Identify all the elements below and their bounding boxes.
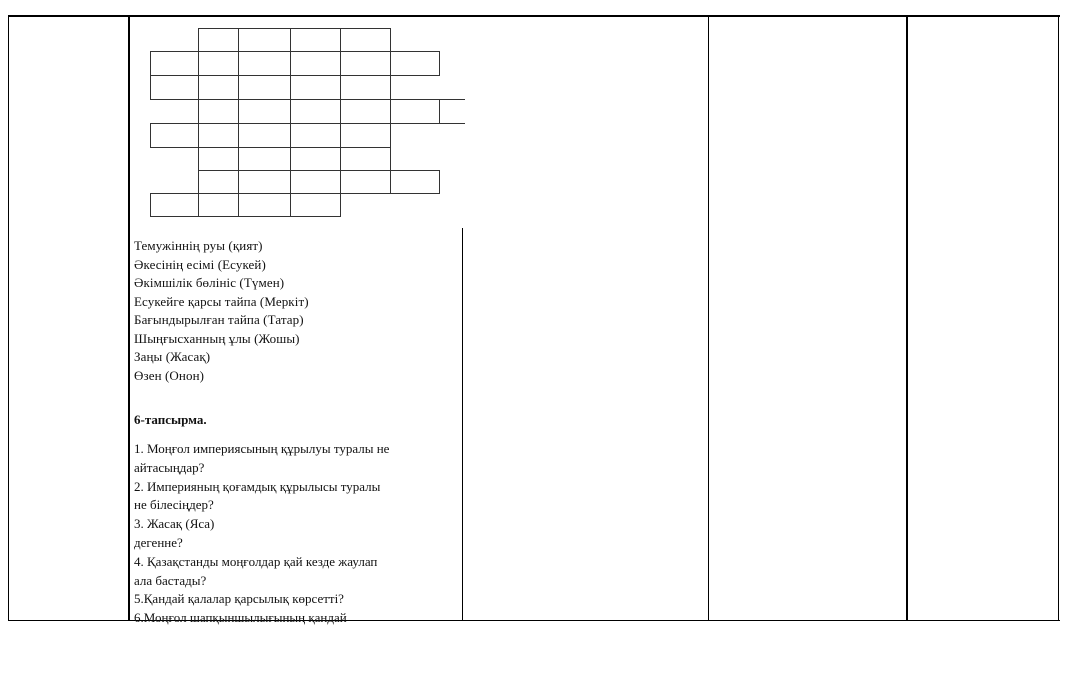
- crossword-cell: [150, 193, 199, 217]
- crossword-cell: [238, 147, 291, 171]
- crossword-cell: [198, 123, 239, 148]
- crossword-cell: [238, 123, 291, 148]
- question-line: 6.Моңғол шапқыншылығының қандай: [134, 610, 347, 626]
- crossword-cell: [290, 170, 341, 194]
- answer-line: Өзен (Онон): [134, 367, 205, 383]
- crossword-cell: [390, 51, 440, 76]
- answer-line: Есукейге қарсы тайпа (Меркіт): [134, 293, 309, 309]
- table-right-border: [1058, 15, 1059, 621]
- question-line: 5.Қандай қалалар қарсылық көрсетті?: [134, 591, 344, 607]
- question-line: ала бастады?: [134, 572, 207, 588]
- crossword-cell: [290, 123, 341, 148]
- crossword-cell: [238, 99, 291, 124]
- crossword-cell: [238, 193, 291, 217]
- crossword-cell: [290, 193, 341, 217]
- crossword-cell: [150, 123, 199, 148]
- crossword-cell: [198, 75, 239, 100]
- answer-line: Заңы (Жасақ): [134, 349, 211, 364]
- table-column-divider-1: [128, 15, 130, 621]
- crossword-cell: [198, 99, 239, 124]
- crossword-cell: [340, 147, 391, 171]
- question-line: 1. Моңғол империясының құрылуы туралы не: [134, 441, 390, 456]
- crossword-cell: [238, 51, 291, 76]
- question-line: не білесіңдер?: [134, 497, 214, 513]
- crossword-cell: [340, 75, 391, 100]
- answer-line: Темужіннің руы (қият): [134, 238, 263, 253]
- questions-list: [134, 440, 456, 628]
- table-top-border: [8, 15, 1060, 17]
- task-title: 6-тапсырма.: [134, 412, 207, 427]
- table-column-divider-2: [462, 228, 463, 621]
- question-line: 2. Империяның қоғамдық құрылысы туралы: [134, 478, 381, 494]
- crossword-cell: [340, 28, 391, 52]
- table-column-divider-4: [906, 15, 908, 621]
- crossword-cell: [390, 99, 440, 124]
- crossword-cell: [150, 75, 199, 100]
- crossword-cell: [238, 170, 291, 194]
- crossword-cell: [150, 51, 199, 76]
- crossword-cell: [198, 51, 239, 76]
- crossword-cell: [198, 193, 239, 217]
- crossword-cell: [290, 99, 341, 124]
- table-left-border: [8, 15, 9, 621]
- crossword-answers: [134, 237, 456, 385]
- crossword-cell: [390, 170, 440, 194]
- crossword-cell: [290, 75, 341, 100]
- crossword-cell: [340, 99, 391, 124]
- question-line: дегенне?: [134, 534, 183, 550]
- answer-line: Шыңғысханның ұлы (Жошы): [134, 330, 300, 346]
- crossword-cell: [340, 123, 391, 148]
- question-line: 4. Қазақстанды моңғолдар қай кезде жаулап: [134, 553, 378, 569]
- crossword-cell: [290, 28, 341, 52]
- answer-line: Бағындырылған тайпа (Татар): [134, 312, 304, 327]
- crossword-cell: [290, 51, 341, 76]
- crossword-cell: [198, 28, 239, 52]
- crossword-cell: [290, 147, 341, 171]
- table-column-divider-3: [708, 15, 709, 621]
- crossword-cell: [238, 75, 291, 100]
- crossword-cell: [439, 99, 465, 124]
- question-line: 3. Жасақ (Яса): [134, 516, 215, 532]
- crossword-cell: [340, 170, 391, 194]
- crossword-cell: [198, 170, 239, 194]
- answer-line: Әкімшілік бөлініс (Түмен): [134, 275, 285, 290]
- answer-line: Әкесінің есімі (Есукей): [134, 256, 266, 272]
- crossword-cell: [198, 147, 239, 171]
- crossword-cell: [340, 51, 391, 76]
- question-line: айтасыңдар?: [134, 459, 205, 475]
- crossword-cell: [238, 28, 291, 52]
